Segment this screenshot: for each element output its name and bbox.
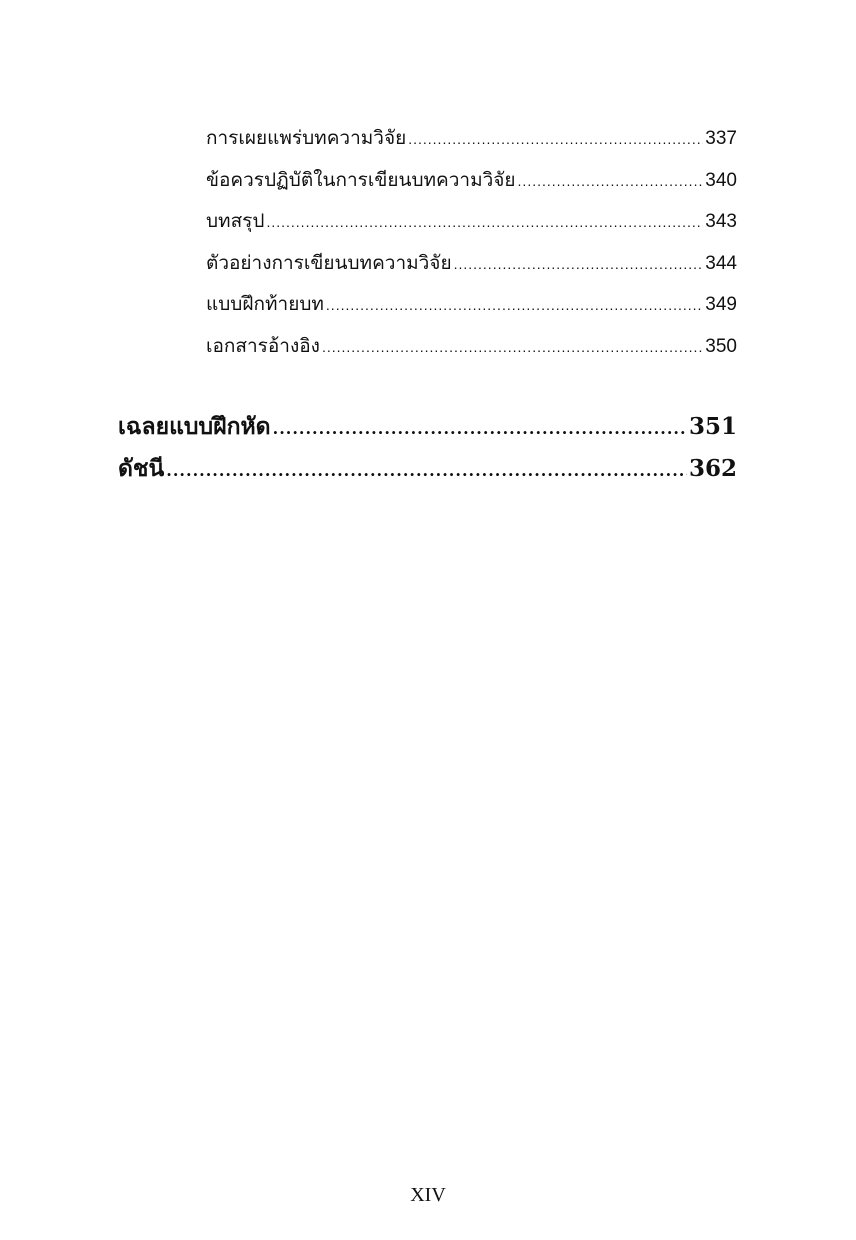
toc-entry-title: การเผยแพร่บทความวิจัย <box>206 128 407 149</box>
toc-entry[interactable] <box>206 201 737 243</box>
toc-entry-title: ตัวอย่างการเขียนบทความวิจัย <box>206 252 452 274</box>
toc-entry-page: 344 <box>705 252 737 274</box>
dot-leader <box>266 202 703 244</box>
toc-main-entry-page: 351 <box>688 413 737 440</box>
toc-main-list <box>118 406 737 490</box>
toc-entry-title: แบบฝึกท้ายบท <box>206 294 324 316</box>
toc-entry-page: 340 <box>705 169 737 191</box>
toc-entry[interactable] <box>206 243 737 285</box>
toc-main-entry[interactable] <box>118 448 737 490</box>
toc-entry-page: 337 <box>705 128 737 149</box>
toc-entry[interactable] <box>206 118 737 160</box>
toc-entry[interactable] <box>206 284 737 326</box>
toc-entry-title: ข้อควรปฏิบัติในการเขียนบทความวิจัย <box>206 169 516 191</box>
page-number: XIV <box>410 1184 446 1206</box>
dot-leader <box>326 285 703 327</box>
toc-entry[interactable] <box>206 326 737 368</box>
toc-main-entry-page: 362 <box>688 455 737 482</box>
dot-leader <box>273 408 687 450</box>
toc-entry-page: 349 <box>705 294 737 316</box>
toc-entry-page: 343 <box>705 211 737 233</box>
toc-entry-page: 350 <box>705 335 737 357</box>
toc-entry-title: เอกสารอ้างอิง <box>206 335 320 357</box>
toc-main-entry-title: ดัชนี <box>118 455 165 482</box>
dot-leader <box>166 450 687 492</box>
toc-entry-title: บทสรุป <box>206 211 265 233</box>
toc-main-entry[interactable] <box>118 406 737 448</box>
toc-entry[interactable] <box>206 160 737 202</box>
toc-main-entry-title: เฉลยแบบฝึกหัด <box>118 413 271 440</box>
dot-leader <box>518 161 704 203</box>
dot-leader <box>408 119 703 161</box>
toc-subsection-list <box>206 118 737 368</box>
dot-leader <box>322 327 703 369</box>
dot-leader <box>454 244 704 286</box>
